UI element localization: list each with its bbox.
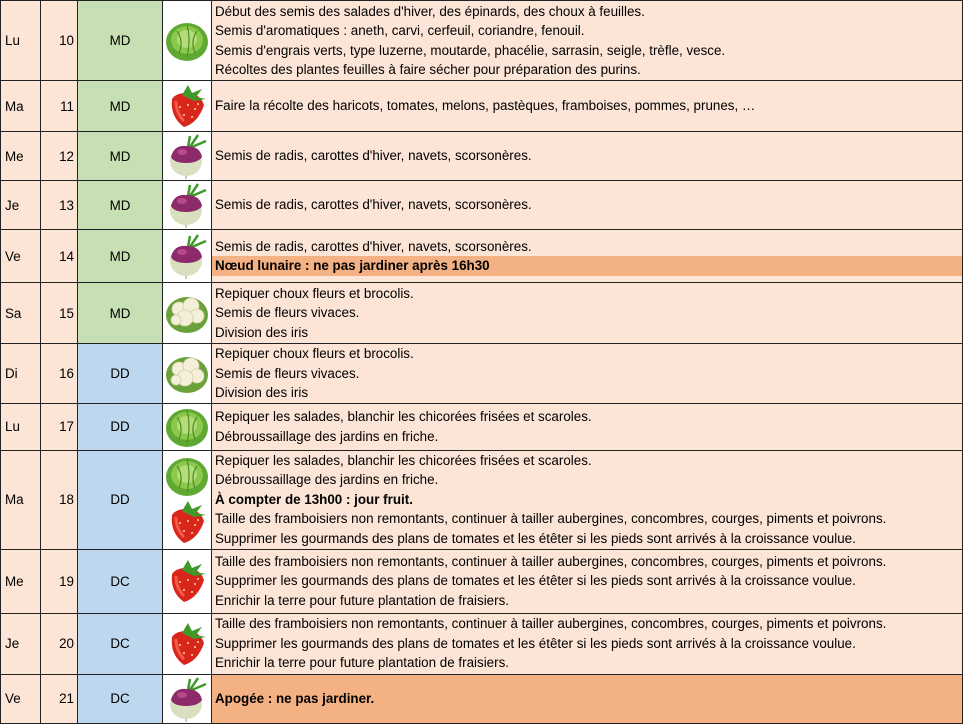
task-line: Récoltes des plantes feuilles à faire sécher pour préparation des purins. [215,62,641,77]
weekday-cell: Ve [1,230,41,283]
task-line: Débroussaillage des jardins en friche. [215,472,439,488]
plant-type-icon-cell [163,81,212,132]
task-line: Enrichir la terre pour future plantation de fraisiers. [215,592,509,608]
moon-phase-code-cell: MD [78,181,163,230]
strawberry-icon [163,621,211,667]
task-line: Repiquer choux fleurs et brocolis. [215,346,414,361]
weekday-cell: Je [1,613,41,674]
calendar-row [1,450,963,549]
plant-type-icon-cell [163,403,212,450]
moon-phase-code-cell: MD [78,1,163,81]
task-list-cell [212,1,963,81]
calendar-row [1,132,963,181]
task-list-cell [212,549,963,613]
weekday-cell: Ma [1,81,41,132]
date-number-cell: 13 [41,181,78,230]
task-line: Apogée : ne pas jardiner. [215,690,375,706]
calendar-row [1,344,963,404]
date-number-cell: 17 [41,403,78,450]
task-line: Semis de fleurs vivaces. [215,365,360,381]
calendar-row [1,230,963,283]
strawberry-icon [163,83,211,129]
task-line: Taille des framboisiers non remontants, continuer à tailler aubergines, concombres, courges, piments et poivrons. [215,511,887,527]
calendar-row [1,613,963,674]
moon-phase-code-cell: DD [78,403,163,450]
task-line: Taille des framboisiers non remontants, continuer à tailler aubergines, concombres, courges, piments et poivrons. [215,616,887,632]
moon-phase-code-cell: DD [78,450,163,549]
task-list-cell [212,450,963,549]
weekday-cell: Sa [1,283,41,344]
task-list-cell [212,230,963,283]
date-number-cell: 16 [41,344,78,404]
task-line: À compter de 13h00 : jour fruit. [215,491,413,507]
date-number-cell: 21 [41,674,78,723]
task-line: Faire la récolte des haricots, tomates, melons, pastèques, framboises, pommes, prunes, … [215,98,756,114]
task-list-cell [212,81,963,132]
date-number-cell: 19 [41,549,78,613]
date-number-cell: 18 [41,450,78,549]
weekday-cell: Lu [1,1,41,81]
lettuce-icon [163,454,211,498]
task-line: Semis de radis, carottes d'hiver, navets, scorsonères. [215,197,532,213]
calendar-row [1,81,963,132]
task-line: Division des iris [215,385,309,400]
date-number-cell: 14 [41,230,78,283]
task-line: Repiquer les salades, blanchir les chicorées frisées et scaroles. [215,409,592,424]
weekday-cell: Lu [1,403,41,450]
plant-type-icon-cell [163,230,212,283]
calendar-row [1,1,963,81]
calendar-row [1,403,963,450]
strawberry-icon [163,499,211,545]
date-number-cell: 11 [41,81,78,132]
cauliflower-icon [163,291,211,335]
task-line: Taille des framboisiers non remontants, continuer à tailler aubergines, concombres, courges, piments et poivrons. [215,553,887,569]
task-line: Division des iris [215,324,309,340]
calendar-row [1,181,963,230]
warning-line: Nœud lunaire : ne pas jardiner après 16h30 [212,256,962,276]
plant-type-icon-cell [163,450,212,549]
weekday-cell: Di [1,344,41,404]
task-line: Enrichir la terre pour future plantation de fraisiers. [215,655,509,671]
date-number-cell: 12 [41,132,78,181]
moon-phase-code-cell: MD [78,283,163,344]
calendar-row [1,283,963,344]
moon-phase-code-cell: DC [78,674,163,723]
turnip-icon [163,182,211,228]
date-number-cell: 10 [41,1,78,81]
moon-phase-code-cell: DD [78,344,163,404]
task-list-cell [212,181,963,230]
weekday-cell: Je [1,181,41,230]
task-list-cell [212,132,963,181]
moon-phase-code-cell: MD [78,132,163,181]
date-number-cell: 20 [41,613,78,674]
plant-type-icon-cell [163,613,212,674]
moon-phase-code-cell: MD [78,230,163,283]
task-line: Supprimer les gourmands des plans de tomates et les étêter si les pieds sont arrivés à la croissance voulue. [215,573,856,589]
task-list-cell [212,674,963,723]
task-list-cell [212,283,963,344]
lettuce-icon [163,405,211,449]
task-line: Supprimer les gourmands des plans de tomates et les étêter si les pieds sont arrivés à la croissance voulue. [215,530,856,546]
turnip-icon [163,233,211,279]
task-line: Semis d'aromatiques : aneth, carvi, cerfeuil, coriandre, fenouil. [215,23,585,38]
plant-type-icon-cell [163,344,212,404]
task-line: Semis de radis, carottes d'hiver, navets, scorsonères. [215,238,532,254]
weekday-cell: Me [1,132,41,181]
moon-phase-code-cell: DC [78,613,163,674]
turnip-icon [163,133,211,179]
task-list-cell [212,344,963,404]
plant-type-icon-cell [163,1,212,81]
date-number-cell: 15 [41,283,78,344]
task-line: Repiquer choux fleurs et brocolis. [215,285,414,301]
calendar-row [1,674,963,723]
calendar-row [1,549,963,613]
cauliflower-icon [163,351,211,395]
task-list-cell [212,403,963,450]
plant-type-icon-cell [163,283,212,344]
weekday-cell: Ma [1,450,41,549]
moon-phase-code-cell: MD [78,81,163,132]
task-line: Repiquer les salades, blanchir les chicorées frisées et scaroles. [215,452,592,468]
weekday-cell: Ve [1,674,41,723]
plant-type-icon-cell [163,549,212,613]
strawberry-icon [163,558,211,604]
task-line: Semis de radis, carottes d'hiver, navets, scorsonères. [215,148,532,164]
lettuce-icon [163,19,211,63]
task-line: Début des semis des salades d'hiver, des épinards, des choux à feuilles. [215,3,645,19]
plant-type-icon-cell [163,674,212,723]
task-line: Débroussaillage des jardins en friche. [215,428,439,444]
task-list-cell [212,613,963,674]
moon-phase-code-cell: DC [78,549,163,613]
plant-type-icon-cell [163,132,212,181]
task-line: Supprimer les gourmands des plans de tomates et les étêter si les pieds sont arrivés à la croissance voulue. [215,635,856,651]
plant-type-icon-cell [163,181,212,230]
task-line: Semis de fleurs vivaces. [215,305,360,321]
task-line: Semis d'engrais verts, type luzerne, moutarde, phacélie, sarrasin, seigle, trèfle, vesce. [215,42,726,58]
weekday-cell: Me [1,549,41,613]
